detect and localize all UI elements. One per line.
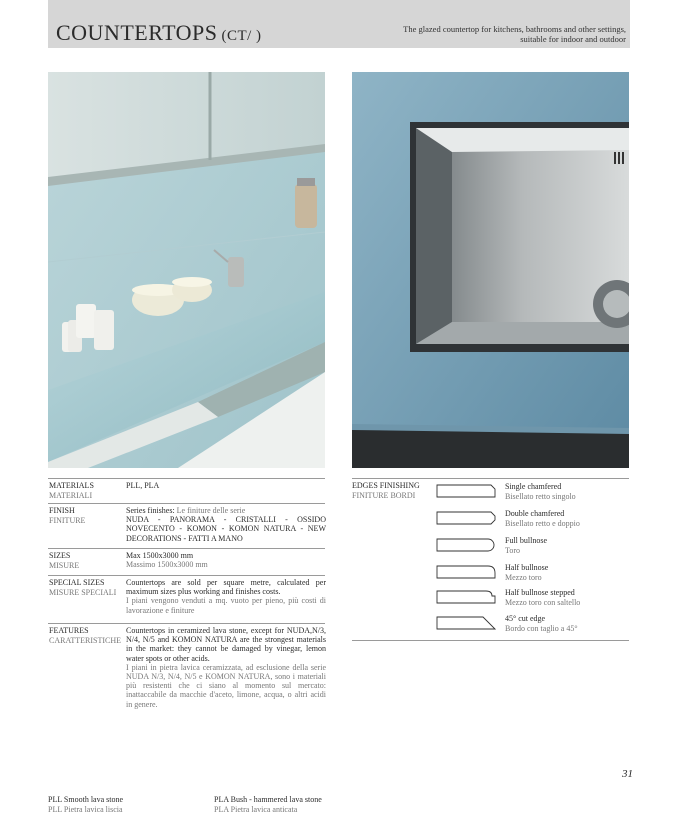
edge-name-it: Mezzo toro con saltello xyxy=(505,597,581,607)
features-label-en: FEATURES xyxy=(49,626,89,635)
edge-item-double-chamfered xyxy=(505,509,625,528)
page-title xyxy=(56,20,262,46)
features-value-it: I piani in pietra lavica ceramizzata, ad esclusione della serie NUDA N/3, N/4, N/5 e KOMON NATURA, sono i materiali più resistenti che ci siano al momento sul mercato: inattaccabile da macchie d'aceto, limone, acqua, o altri acidi in genere. xyxy=(126,662,326,709)
spec-row-features xyxy=(48,623,325,716)
kitchen-countertop-photo xyxy=(48,72,325,468)
edge-name-it: Mezzo toro xyxy=(505,572,542,582)
sizes-label-it: MISURE xyxy=(49,561,80,570)
edge-item-single-chamfered xyxy=(505,482,625,501)
sizes-label-en: SIZES xyxy=(49,551,71,560)
finish-value xyxy=(126,506,326,543)
footnote-pla-it: PLA Pietra lavica anticata xyxy=(214,804,298,814)
footnote-pla-en: PLA Bush - hammered lava stone xyxy=(214,795,322,804)
subtitle-line-2: suitable for indoor and outdoor xyxy=(520,34,626,44)
edges-divider xyxy=(352,478,629,479)
special-sizes-label xyxy=(49,578,127,598)
edge-name: Double chamfered xyxy=(505,509,565,518)
finish-value-prefix: Series finishes: xyxy=(126,506,175,515)
edges-label-en: EDGES FINISHING xyxy=(352,481,420,490)
cut-45-edge-icon xyxy=(436,616,496,630)
footnote-pla xyxy=(214,795,322,814)
sizes-label xyxy=(49,551,127,571)
sizes-value-it: Massimo 1500x3000 mm xyxy=(126,560,208,570)
edge-name: Half bullnose xyxy=(505,563,549,572)
edges-label-it: FINITURE BORDI xyxy=(352,491,416,500)
edge-name-it: Bisellato retto e doppio xyxy=(505,518,580,528)
footnote-pll xyxy=(48,795,123,814)
edge-name: Full bullnose xyxy=(505,536,548,545)
special-sizes-label-en: SPECIAL SIZES xyxy=(49,578,105,587)
edge-item-45-cut xyxy=(505,614,625,633)
title-text: COUNTERTOPS xyxy=(56,20,218,45)
edge-item-half-bullnose-stepped xyxy=(505,588,625,607)
spec-row-materials xyxy=(48,478,325,503)
special-sizes-value-en: Countertops are sold per square metre, calculated per maximum sizes plus working and finishes costs. xyxy=(126,578,326,597)
edge-item-full-bullnose xyxy=(505,536,625,555)
special-sizes-value xyxy=(126,578,326,615)
materials-label-it: MATERIALI xyxy=(49,491,93,500)
edge-item-half-bullnose xyxy=(505,563,625,582)
features-label xyxy=(49,626,127,646)
finish-value-prefix-it: Le finiture delle serie xyxy=(176,506,246,515)
double-chamfered-edge-icon xyxy=(436,511,496,525)
finish-label-en: FINISH xyxy=(49,506,75,515)
edge-name-it: Toro xyxy=(505,545,520,555)
spec-row-sizes xyxy=(48,548,325,573)
edge-name: Single chamfered xyxy=(505,482,562,491)
title-code: (CT/ ) xyxy=(221,28,262,44)
sink-photo xyxy=(352,72,629,468)
features-value xyxy=(126,626,326,709)
edge-name: 45° cut edge xyxy=(505,614,546,623)
edges-finishing-label xyxy=(352,481,420,501)
edges-bottom-divider xyxy=(352,640,629,641)
materials-value: PLL, PLA xyxy=(126,481,160,490)
materials-label-en: MATERIALS xyxy=(49,481,94,490)
footnote-pll-en: PLL Smooth lava stone xyxy=(48,795,124,804)
features-label-it: CARATTERISTICHE xyxy=(49,636,121,645)
sizes-value xyxy=(126,551,326,569)
half-bullnose-edge-icon xyxy=(436,565,496,579)
subtitle-line-1: The glazed countertop for kitchens, bathrooms and other settings, xyxy=(403,24,626,34)
finish-series-list: NUDA - PANORAMA - CRISTALLI - OSSIDO NOVECENTO - KOMON - KOMON NATURA - NEW DECORATIONS - FATTI A MANO xyxy=(126,515,326,543)
edge-name: Half bullnose stepped xyxy=(505,588,575,597)
spec-row-special-sizes xyxy=(48,575,325,622)
single-chamfered-edge-icon xyxy=(436,484,496,498)
page-number: 31 xyxy=(622,768,633,780)
special-sizes-label-it: MISURE SPECIALI xyxy=(49,588,117,597)
finish-label-it: FINITURE xyxy=(49,516,86,525)
sizes-value-en: Max 1500x3000 mm xyxy=(126,551,194,560)
half-bullnose-stepped-edge-icon xyxy=(436,590,496,604)
edge-name-it: Bordo con taglio a 45° xyxy=(505,623,578,633)
finish-label xyxy=(49,506,127,526)
features-value-en: Countertops in ceramized lava stone, except for NUDA,N/3, N/4, N/5 and KOMON NATURA are the strongest materials in the market: they cannot be damaged by vinegar, lemon water spots or other acids. xyxy=(126,626,326,663)
materials-label xyxy=(49,481,127,501)
page-subtitle xyxy=(386,24,626,44)
full-bullnose-edge-icon xyxy=(436,538,496,552)
spec-row-finish xyxy=(48,503,325,547)
footnote-pll-it: PLL Pietra lavica liscia xyxy=(48,804,123,814)
edge-name-it: Bisellato retto singolo xyxy=(505,491,576,501)
special-sizes-value-it: I piani vengono venduti a mq. vuoto per pieno, più costi di lavorazione e finiture xyxy=(126,596,326,615)
